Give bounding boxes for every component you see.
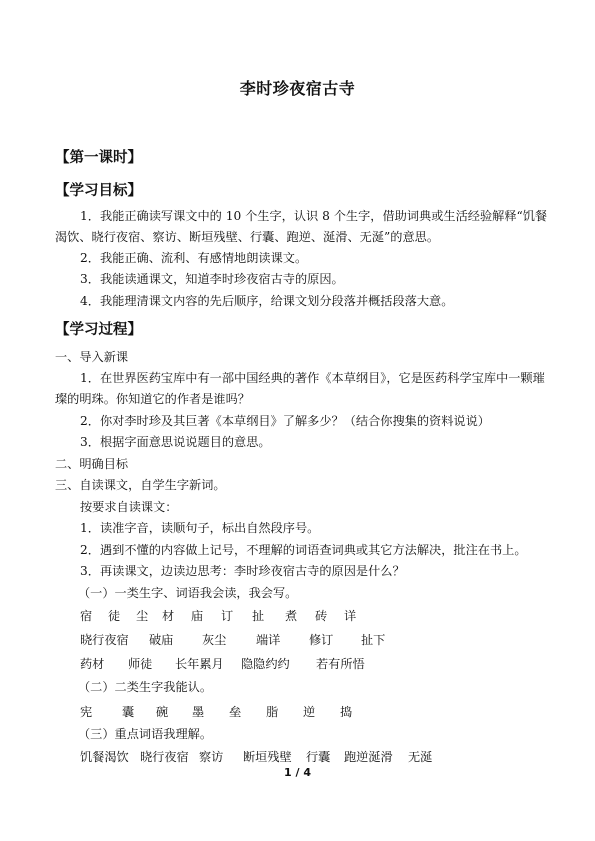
step-2: 2．遇到不懂的内容做上记号，不理解的词语查词典或其它方法解决，批注在书上。 xyxy=(80,543,527,557)
char-item: 徒 xyxy=(108,609,121,623)
word-item: 晓行夜宿 xyxy=(140,750,189,764)
word-item: 药材 xyxy=(80,657,105,671)
word-item: 扯下 xyxy=(361,633,386,647)
goal-4: 4．我能理清课文内容的先后顺序，给课文划分段落并概括段落大意。 xyxy=(80,294,454,308)
category-2-heading: （二）二类生字我能认。 xyxy=(78,680,213,694)
word-item: 修订 xyxy=(309,633,334,647)
char-item: 逆 xyxy=(303,705,316,719)
goal-2: 2．我能正确、流利、有感情地朗读课文。 xyxy=(80,251,308,265)
category-2-char-row xyxy=(0,703,595,721)
char-item: 碗 xyxy=(156,705,169,719)
part-1-item-3: 3．根据字面意思说说题目的意思。 xyxy=(80,435,271,449)
char-item: 脂 xyxy=(266,705,279,719)
word-item: 端详 xyxy=(256,633,281,647)
category-3-heading: （三）重点词语我理解。 xyxy=(78,727,213,741)
word-item: 无涎 xyxy=(408,750,433,764)
step-1: 1．读准字音，读顺句子，标出自然段序号。 xyxy=(80,521,320,535)
page-number: 1 / 4 xyxy=(284,766,311,779)
word-item: 饥餐渴饮 xyxy=(80,750,129,764)
char-item: 宪 xyxy=(80,705,93,719)
word-item: 破庙 xyxy=(149,633,174,647)
word-item: 行囊 xyxy=(306,750,331,764)
category-1-word-row-2 xyxy=(0,655,595,673)
char-item: 煮 xyxy=(285,609,298,623)
page-title: 李时珍夜宿古寺 xyxy=(239,79,356,98)
char-item: 庙 xyxy=(191,609,204,623)
category-1-char-row xyxy=(0,607,595,625)
char-item: 详 xyxy=(344,609,357,623)
part-1-item-1-line-1: 1．在世界医药宝库中有一部中国经典的著作《本草纲目》，它是医药科学宝库中一颗璀 xyxy=(80,371,545,385)
category-1-word-row-1 xyxy=(0,631,595,649)
goal-1-line-2: 渴饮、晓行夜宿、察访、断垣残壁、行囊、跑逆、涎滑、无涎”的意思。 xyxy=(55,230,440,244)
part-2-heading: 二、明确目标 xyxy=(55,457,129,471)
char-item: 囊 xyxy=(122,705,135,719)
steps-intro: 按要求自读课文： xyxy=(80,500,178,514)
char-item: 扯 xyxy=(252,609,265,623)
word-item: 察访 xyxy=(199,750,224,764)
step-3: 3．再读课文，边读边思考：李时珍夜宿古寺的原因是什么？ xyxy=(80,564,405,578)
char-item: 墨 xyxy=(192,705,205,719)
part-1-heading: 一、导入新课 xyxy=(55,350,129,364)
part-1-item-2: 2．你对李时珍及其巨著《本草纲目》了解多少？（结合你搜集的资料说说） xyxy=(80,414,490,428)
char-item: 砖 xyxy=(315,609,328,623)
word-item: 跑逆涎滑 xyxy=(344,750,393,764)
section-heading-process: 【学习过程】 xyxy=(55,322,142,338)
char-item: 订 xyxy=(221,609,234,623)
section-heading-lesson1: 【第一课时】 xyxy=(55,150,142,166)
word-item: 晓行夜宿 xyxy=(80,633,129,647)
word-item: 隐隐约约 xyxy=(241,657,290,671)
section-heading-goals: 【学习目标】 xyxy=(55,183,142,199)
word-item: 断垣残壁 xyxy=(243,750,292,764)
char-item: 宿 xyxy=(80,609,93,623)
word-item: 灰尘 xyxy=(202,633,227,647)
goal-1-line-1: 1．我能正确读写课文中的 10 个生字，认识 8 个生字，借助词典或生活经验解释“饥餐 xyxy=(80,209,548,223)
word-item: 师徒 xyxy=(128,657,153,671)
word-item: 若有所悟 xyxy=(316,657,365,671)
char-item: 尘 xyxy=(136,609,149,623)
category-1-heading: （一）一类生字、词语我会读，我会写。 xyxy=(78,586,298,600)
char-item: 垒 xyxy=(229,705,242,719)
char-item: 材 xyxy=(162,609,175,623)
word-item: 长年累月 xyxy=(175,657,224,671)
category-3-word-row xyxy=(0,748,595,766)
part-1-item-1-line-2: 璨的明珠。你知道它的作者是谁吗？ xyxy=(55,392,250,406)
char-item: 捣 xyxy=(340,705,353,719)
part-3-heading: 三、自读课文，自学生字新词。 xyxy=(55,478,226,492)
goal-3: 3．我能读通课文，知道李时珍夜宿古寺的原因。 xyxy=(80,272,344,286)
